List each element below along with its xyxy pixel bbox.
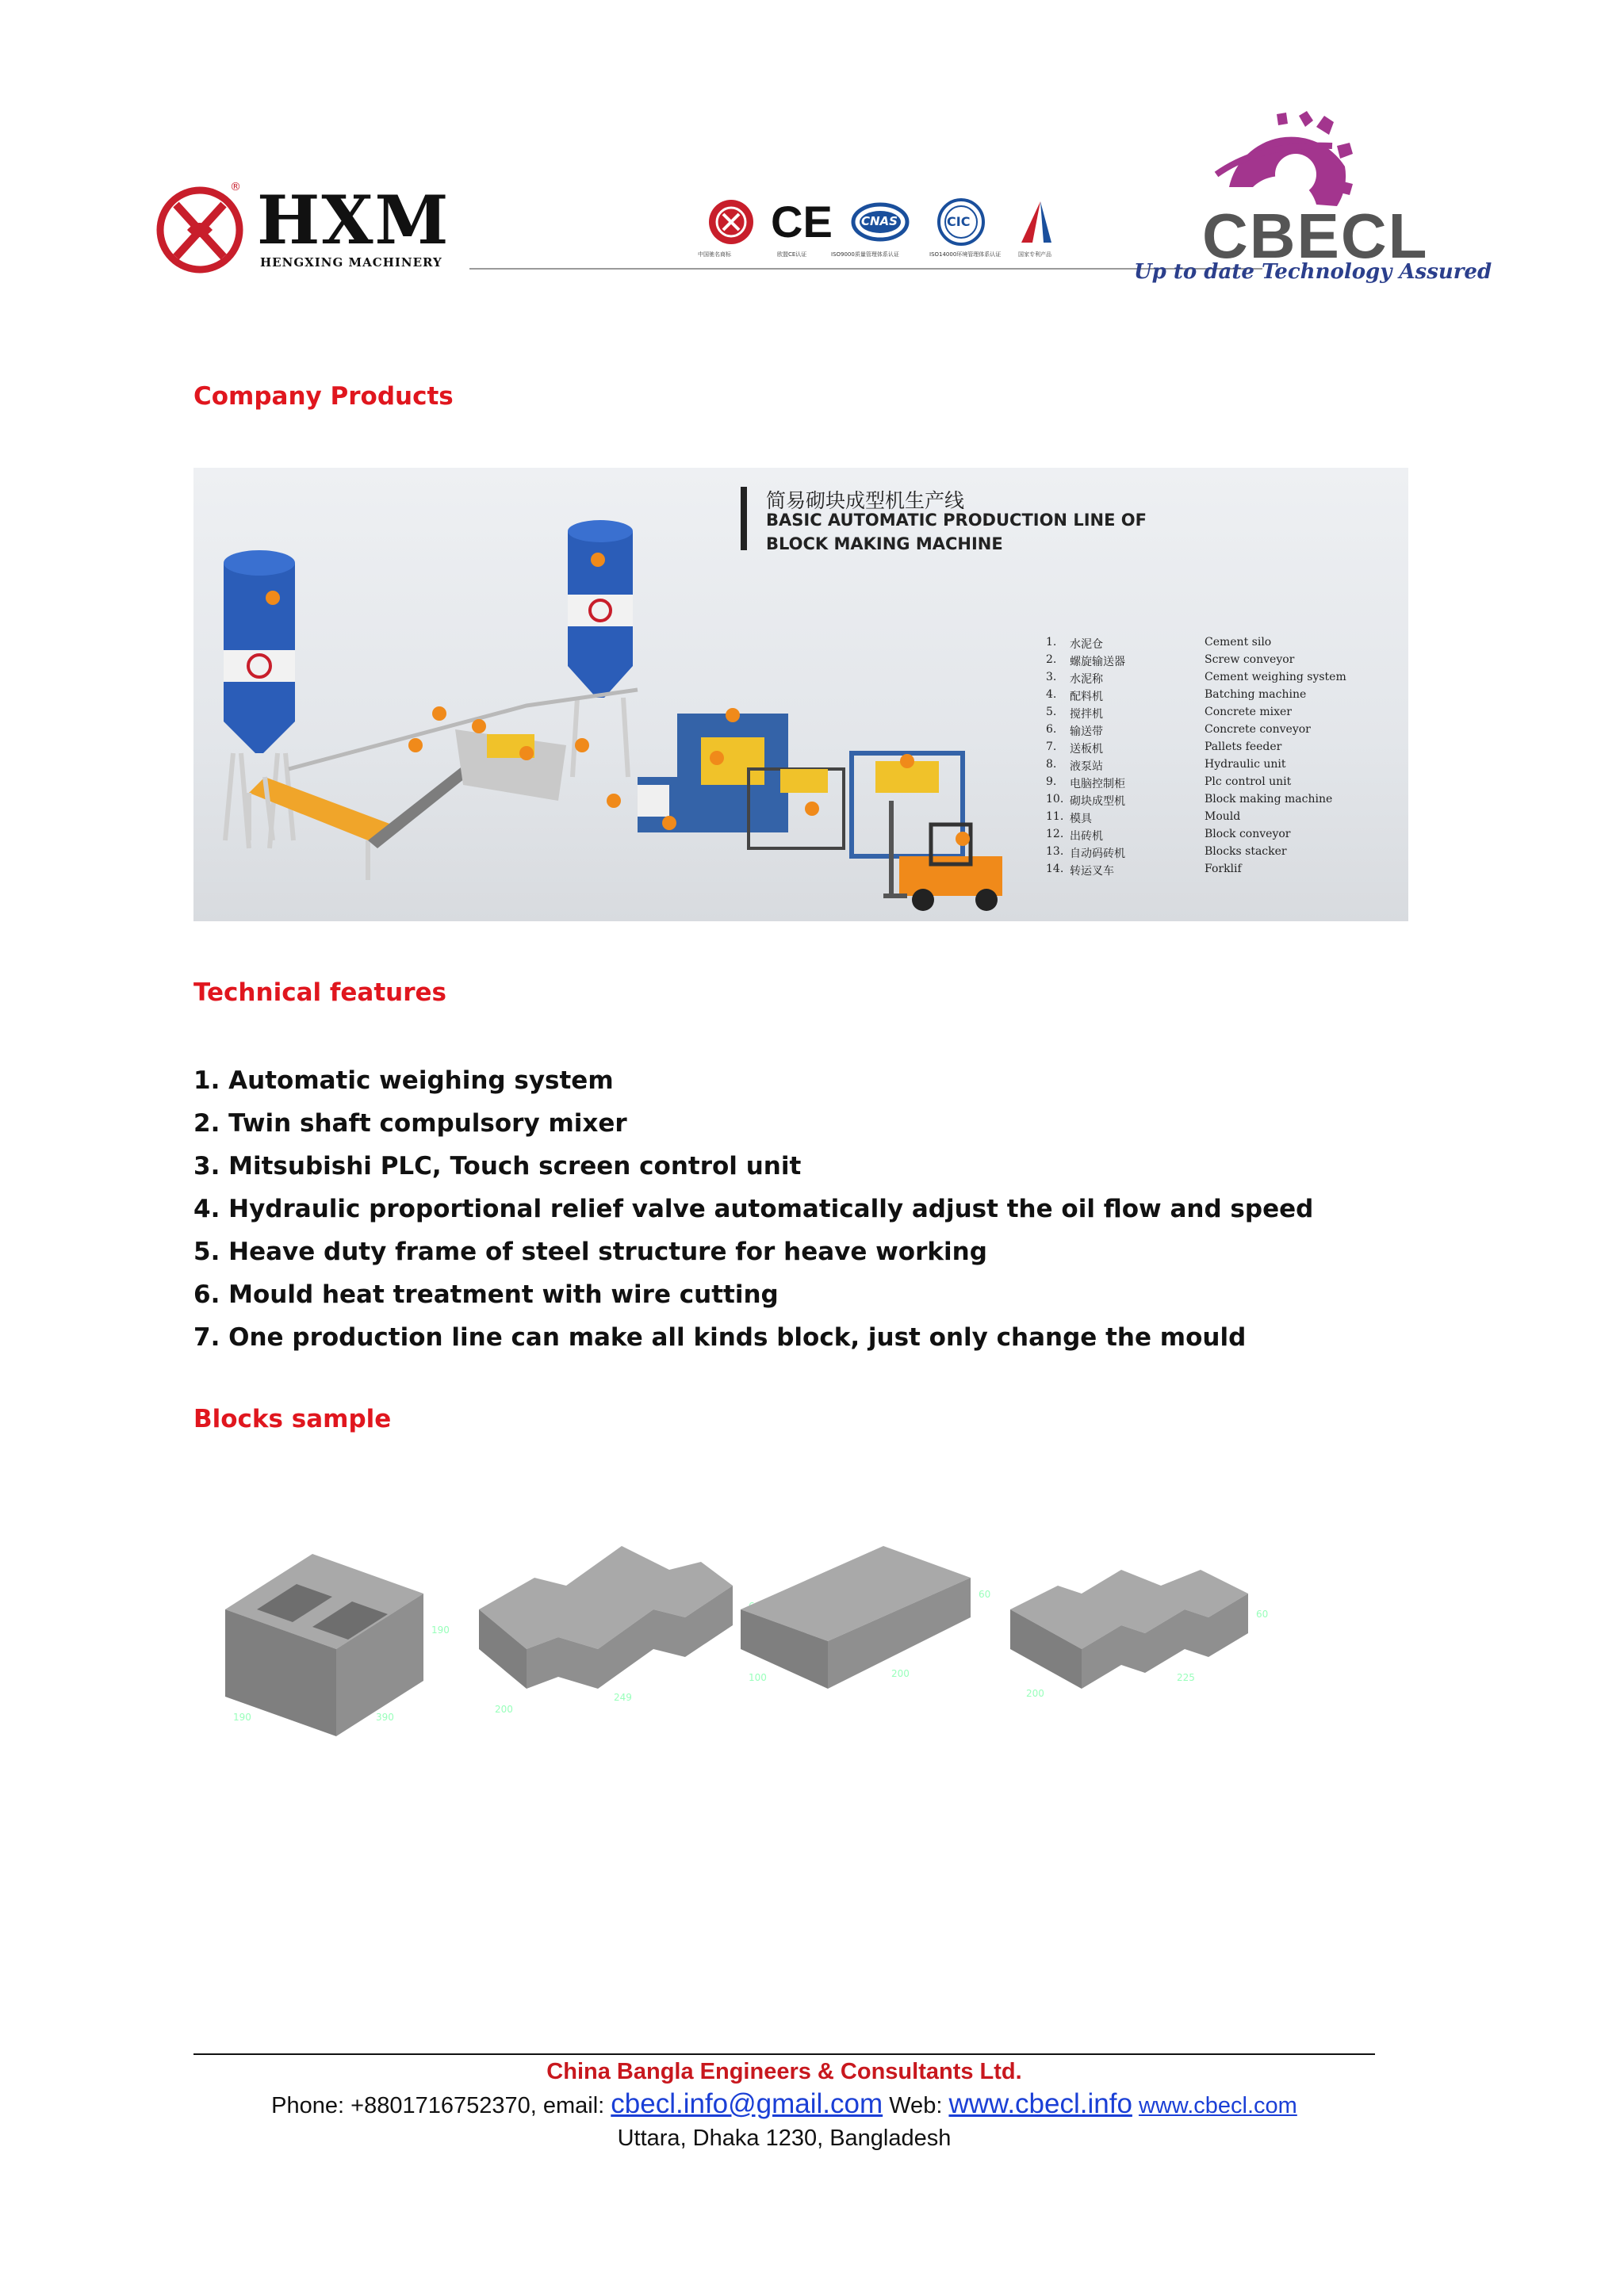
list-item: 1. Automatic weighing system: [193, 1066, 614, 1095]
hxm-emblem-icon: [152, 181, 247, 276]
block-dimension-label: 100: [749, 1672, 767, 1683]
hxm-brand-subtitle: HENGXING MACHINERY: [260, 255, 442, 270]
cnas-icon: CNAS: [850, 197, 910, 247]
cert-caption: ISO9000质量管理体系认证: [831, 251, 899, 258]
title-accent-bar: [741, 487, 747, 550]
legend-item: 11. 模具 Mould: [1046, 810, 1241, 825]
footer-web-label: Web:: [883, 2093, 949, 2118]
cbecl-brand-name: CBECL: [1202, 201, 1429, 271]
legend-item: 14. 转运叉车 Forklif: [1046, 863, 1242, 878]
list-item: 4. Hydraulic proportional relief valve automatically adjust the oil flow and speed: [193, 1195, 1314, 1223]
block-dimension-label: 200: [1026, 1688, 1044, 1699]
footer-phone: Phone: +8801716752370, email:: [271, 2093, 611, 2118]
i-shape-paver-icon: [1010, 1570, 1268, 1699]
cbecl-logo: [1134, 111, 1492, 293]
production-line-title-en-1: BASIC AUTOMATIC PRODUCTION LINE OF: [766, 511, 1147, 530]
footer-address: Uttara, Dhaka 1230, Bangladesh: [617, 2126, 952, 2151]
cert-caption: 欧盟CE认证: [777, 251, 807, 258]
website-link-com[interactable]: www.cbecl.com: [1138, 2093, 1297, 2118]
footer: [193, 2057, 1375, 2153]
list-item: 2. Twin shaft compulsory mixer: [193, 1109, 627, 1138]
legend-item: 1. 水泥仓 Cement silo: [1046, 636, 1272, 651]
famous-trademark-icon: [706, 197, 766, 247]
legend-item: 9. 电脑控制柜 Plc control unit: [1046, 775, 1292, 790]
production-line-image: [193, 468, 1408, 921]
block-dimension-label: 249: [614, 1692, 632, 1703]
website-link-info[interactable]: www.cbecl.info: [948, 2088, 1132, 2119]
legend-item: 7. 送板机 Pallets feeder: [1046, 740, 1282, 756]
blocks-sample-illustration: [193, 1459, 1320, 1744]
block-dimension-label: 200: [495, 1704, 513, 1715]
blocks-sample-heading: Blocks sample: [193, 1405, 392, 1433]
hxm-brand-name: HXM: [257, 181, 450, 259]
footer-divider: [193, 2053, 1375, 2055]
legend-item: 5. 搅拌机 Concrete mixer: [1046, 706, 1292, 721]
list-item: 3. Mitsubishi PLC, Touch screen control unit: [193, 1152, 802, 1181]
cert-caption: ISO14000环境管理体系认证: [929, 251, 1002, 258]
block-dimension-label: 390: [376, 1712, 394, 1723]
ce-mark-icon: CE: [771, 197, 833, 247]
footer-company-name: China Bangla Engineers & Consultants Ltd.: [546, 2059, 1022, 2084]
block-dimension-label: 190: [233, 1712, 251, 1723]
legend-item: 2. 螺旋输送器 Screw conveyor: [1046, 653, 1295, 668]
block-dimension-label: 225: [1177, 1672, 1195, 1683]
list-item: 7. One production line can make all kinds block, just only change the mould: [193, 1323, 1247, 1352]
hxm-logo: [152, 181, 469, 276]
cert-caption: 国家专利产品: [1018, 251, 1051, 258]
legend-item: 4. 配料机 Batching machine: [1046, 688, 1307, 703]
rectangle-paver-icon: [741, 1546, 990, 1689]
cic-icon: CIC: [934, 197, 994, 247]
cert-caption: 中国驰名商标: [698, 251, 731, 258]
certification-badges: [698, 197, 1078, 268]
registered-mark: ®: [230, 181, 241, 193]
legend-item: 13. 自动码砖机 Blocks stacker: [1046, 845, 1287, 860]
hollow-block-icon: [225, 1554, 450, 1736]
block-dimension-label: 60: [1256, 1609, 1269, 1620]
cbecl-tagline: Up to date Technology Assured: [1134, 260, 1492, 284]
equipment-legend: [1046, 636, 1395, 880]
features-list: [193, 1059, 1431, 1359]
block-dimension-label: 60: [979, 1589, 991, 1600]
legend-item: 12. 出砖机 Block conveyor: [1046, 828, 1291, 843]
technical-features-heading: Technical features: [193, 978, 446, 1007]
production-line-title-cn: 简易砌块成型机生产线: [766, 489, 965, 512]
legend-item: 3. 水泥称 Cement weighing system: [1046, 671, 1346, 686]
block-dimension-label: 190: [431, 1624, 450, 1636]
company-products-heading: Company Products: [193, 382, 454, 411]
list-item: 5. Heave duty frame of steel structure for heave working: [193, 1238, 987, 1266]
email-link[interactable]: cbecl.info@gmail.com: [611, 2088, 883, 2119]
legend-item: 8. 液泵站 Hydraulic unit: [1046, 758, 1286, 773]
patent-product-icon: [1009, 197, 1069, 247]
legend-item: 6. 输送带 Concrete conveyor: [1046, 723, 1311, 738]
production-line-title-en-2: BLOCK MAKING MACHINE: [766, 534, 1003, 553]
legend-item: 10. 砌块成型机 Block making machine: [1046, 793, 1333, 808]
list-item: 6. Mould heat treatment with wire cutting: [193, 1280, 779, 1309]
zigzag-paver-icon: [479, 1546, 760, 1715]
footer-contact-line: [193, 2087, 1375, 2123]
block-dimension-label: 200: [891, 1668, 910, 1679]
